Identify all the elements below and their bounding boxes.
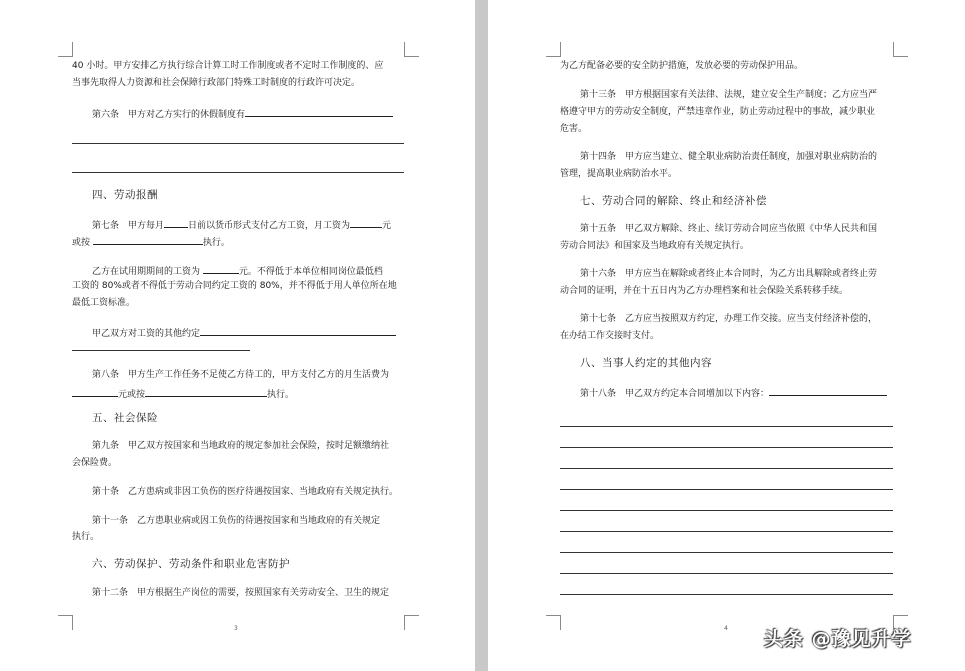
probation-wage xyxy=(92,264,383,278)
fill-line[interactable] xyxy=(560,468,893,469)
fill-line[interactable] xyxy=(560,489,893,490)
fill-line[interactable] xyxy=(560,510,893,511)
margin-mark-top-left xyxy=(58,42,73,57)
fill-line[interactable] xyxy=(560,552,893,553)
page-number: 3 xyxy=(234,625,238,632)
text-line: 会保险费。 xyxy=(72,458,118,468)
section-heading-7: 七、劳动合同的解除、终止和经济补偿 xyxy=(580,195,767,207)
text-line: 第十三条 甲方根据国家有关法律、法规，建立安全生产制度；乙方应当严 xyxy=(580,90,878,100)
text-line: 第十条 乙方患病或非因工负伤的医疗待遇按国家、当地政府有关规定执行。 xyxy=(92,487,399,497)
probation-text: 元。不得低于本单位相同岗位最低档 xyxy=(238,267,383,277)
article-7-text: 日前以货币形式支付乙方工资，月工资为 xyxy=(188,221,351,231)
text-line: 工资的 80%或者不得低于劳动合同约定工资的 80%，并不得低于用人单位所在地 xyxy=(72,281,397,291)
text-line: 动合同的证明，并在十五日内为乙方办理档案和社会保险关系转移手续。 xyxy=(560,286,849,296)
text-line: 最低工资标准。 xyxy=(72,298,136,308)
fill-blank[interactable] xyxy=(245,107,393,117)
text-line: 第十七条 乙方应当按照双方约定，办理工作交接。应当支付经济补偿的， xyxy=(580,314,878,324)
fill-line[interactable] xyxy=(560,447,893,448)
text-line: 第十二条 甲方根据生产岗位的需要，按照国家有关劳动安全、卫生的规定 xyxy=(92,588,390,598)
margin-mark-top-right xyxy=(404,42,419,57)
margin-mark-top-left xyxy=(546,42,561,57)
article-8-text: 执行。 xyxy=(267,390,295,400)
fill-line[interactable] xyxy=(72,143,404,144)
other-wage-agreement xyxy=(92,326,396,340)
other-wage-text: 甲乙双方对工资的其他约定 xyxy=(92,329,201,339)
text-line: 当事先取得人力资源和社会保障行政部门特殊工时制度的行政许可决定。 xyxy=(72,78,361,88)
article-7-cont xyxy=(72,235,230,249)
fill-blank[interactable] xyxy=(72,387,118,397)
margin-mark-top-right xyxy=(893,42,908,57)
article-6-text: 第六条 甲方对乙方实行的休假制度有 xyxy=(92,110,246,120)
section-heading-5: 五、社会保险 xyxy=(92,412,158,424)
section-heading-4: 四、劳动报酬 xyxy=(92,189,158,201)
document-page-3 xyxy=(0,0,475,671)
fill-line[interactable] xyxy=(560,531,893,532)
section-heading-8: 八、当事人约定的其他内容 xyxy=(580,357,712,369)
fill-blank[interactable] xyxy=(164,218,188,228)
text-line: 第十五条 甲乙双方解除、终止、续订劳动合同应当依照《中华人民共和国 xyxy=(580,224,878,234)
text-line: 第十四条 甲方应当建立、健全职业病防治责任制度，加强对职业病防治的 xyxy=(580,152,878,162)
text-line: 第十六条 甲方应当在解除或者终止本合同时，为乙方出具解除或者终止劳 xyxy=(580,269,878,279)
article-18 xyxy=(580,386,887,400)
watermark: 头条 @豫见升学 xyxy=(764,628,912,650)
article-8-text: 元或按 xyxy=(118,390,146,400)
fill-line[interactable] xyxy=(560,573,893,574)
margin-mark-bottom-left xyxy=(58,615,73,630)
fill-line[interactable] xyxy=(72,350,250,351)
text-line: 危害。 xyxy=(560,124,588,134)
fill-blank[interactable] xyxy=(145,387,267,397)
article-7-text: 执行。 xyxy=(202,238,230,248)
text-line: 在办结工作交接时支付。 xyxy=(560,331,660,341)
article-7-text: 或按 xyxy=(72,238,91,248)
article-18-text: 第十八条 甲乙双方约定本合同增加以下内容： xyxy=(580,389,770,399)
fill-line[interactable] xyxy=(560,426,893,427)
probation-text: 乙方在试用期期间的工资为 xyxy=(92,267,201,277)
margin-mark-bottom-left xyxy=(546,615,561,630)
text-line: 第九条 甲乙双方按国家和当地政府的规定参加社会保险，按时足额缴纳社 xyxy=(92,441,390,451)
fill-blank[interactable] xyxy=(769,386,887,396)
fill-line[interactable] xyxy=(72,172,404,173)
page-number: 4 xyxy=(724,625,728,632)
fill-blank[interactable] xyxy=(350,218,382,228)
article-8-cont xyxy=(72,387,294,401)
fill-line[interactable] xyxy=(560,594,893,595)
text-line: 格遵守甲方的劳动安全制度，严禁违章作业，防止劳动过程中的事故，减少职业 xyxy=(560,107,876,117)
text-line: 第十一条 乙方患职业病或因工负伤的待遇按国家和当地政府的有关规定 xyxy=(92,516,381,526)
text-line: 劳动合同法》和国家及当地政府有关规定执行。 xyxy=(560,241,750,251)
article-7 xyxy=(92,218,391,232)
article-7-text: 元 xyxy=(382,221,392,231)
margin-mark-bottom-right xyxy=(404,615,419,630)
text-line: 执行。 xyxy=(72,532,100,542)
fill-blank[interactable] xyxy=(93,235,203,245)
article-6 xyxy=(92,107,393,121)
section-heading-6: 六、劳动保护、劳动条件和职业危害防护 xyxy=(92,558,290,570)
text-line: 管理，提高职业病防治水平。 xyxy=(560,169,678,179)
fill-blank[interactable] xyxy=(200,326,396,336)
text-line: 第八条 甲方生产工作任务不足使乙方待工的，甲方支付乙方的月生活费为 xyxy=(92,370,390,380)
text-line: 为乙方配备必要的安全防护措施，发放必要的劳动保护用品。 xyxy=(560,61,804,71)
article-7-text: 第七条 甲方每月 xyxy=(92,221,165,231)
fill-blank[interactable] xyxy=(203,264,239,274)
document-page-4 xyxy=(488,0,965,671)
text-line: 40 小时。甲方安排乙方执行综合计算工时工作制度或者不定时工作制度的、应 xyxy=(72,61,384,71)
